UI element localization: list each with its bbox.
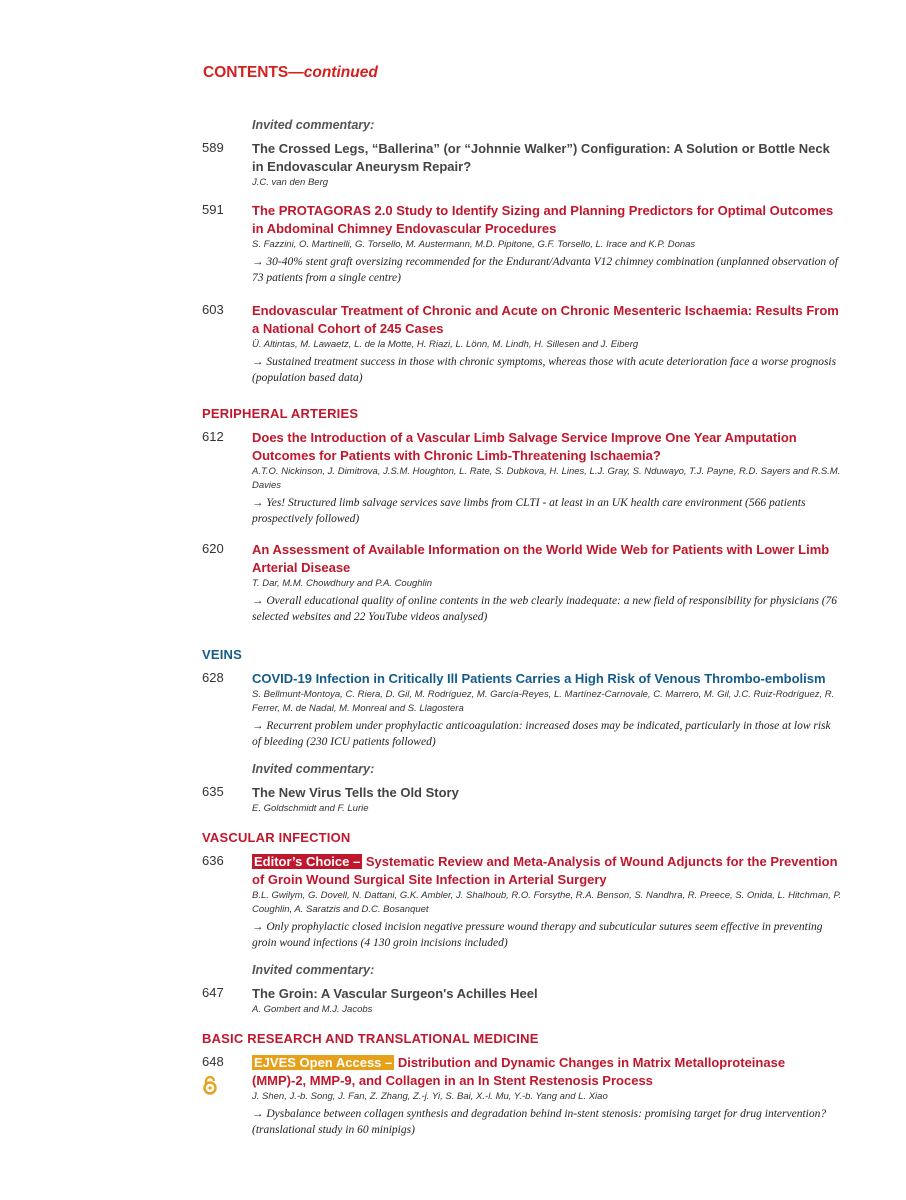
entry-title[interactable]: Endovascular Treatment of Chronic and Acute on Chronic Mesenteric Ischaemia: Results From a National Cohort of 245 Cases [252,303,839,336]
toc-entry-603[interactable] [202,302,842,386]
toc-entry-589[interactable] [202,140,842,190]
page-number: 620 [202,541,224,556]
page-number: 591 [202,202,224,217]
editors-choice-badge: Editor’s Choice – [254,854,361,869]
entry-summary: → 30-40% stent graft oversizing recommended for the Endurant/Advanta V12 chimney combination (unplanned observation of 73 patients from a single centre) [252,256,838,284]
page-number: 612 [202,429,224,444]
entry-title[interactable] [252,853,842,889]
entry-authors: J.C. van den Berg [252,177,329,188]
invited-commentary-label: Invited commentary: [252,963,375,977]
open-access-badge: EJVES Open Access – [254,1055,393,1070]
toc-entry-635[interactable] [202,784,842,816]
entry-authors: B.L. Gwilym, G. Dovell, N. Dattani, G.K. Ambler, J. Shalhoub, R.O. Forsythe, R.A. Benson, S. Nandhra, R. Preece, S. Onida, L. Hitchman, P. Coughlin, A. Saratzis and D.C. Bosanquet [252,890,842,915]
entry-title[interactable]: An Assessment of Available Information on the World Wide Web for Patients with Lower Limb Arterial Disease [252,542,830,575]
section-veins: VEINS [202,647,243,662]
entry-authors: A. Gombert and M.J. Jacobs [252,1004,373,1015]
toc-entry-612[interactable] [202,429,842,527]
invited-commentary-label: Invited commentary: [252,118,375,132]
entry-authors: Ü. Altintas, M. Lawaetz, L. de la Motte, H. Riazi, L. Lönn, M. Lindh, H. Sillesen and J. Eiberg [252,339,639,350]
toc-entry-636[interactable] [202,853,842,951]
toc-entry-628[interactable] [202,670,842,750]
entry-title[interactable]: The New Virus Tells the Old Story [252,785,459,800]
entry-summary: → Dysbalance between collagen synthesis and degradation behind in-stent stenosis: promising target for drug intervention? (translational study in 60 minipigs) [252,1108,827,1136]
entry-title[interactable]: Does the Introduction of a Vascular Limb Salvage Service Improve One Year Amputation Outcomes for Patients with Chronic Limb-Threatening Ischaemia? [252,430,797,463]
entry-summary: → Yes! Structured limb salvage services save limbs from CLTI - at least in an UK health care environment (566 patients prospectively followed) [252,497,806,525]
entry-summary: → Only prophylactic closed incision negative pressure wound therapy and subcuticular sutures seem effective in preventing groin wound infections (4 130 groin incisions included) [252,921,823,949]
entry-authors: S. Bellmunt-Montoya, C. Riera, D. Gil, M. Rodríguez, M. García-Reyes, L. Martínez-Carnovale, C. Marrero, M. Gil, J.C. Ruiz-Rodríguez, R. Ferrer, M. de Nadal, M. Monreal and S. Llagostera [252,689,835,714]
continued-label: continued [303,64,378,81]
entry-authors: S. Fazzini, O. Martinelli, G. Torsello, M. Austermann, M.D. Pipitone, G.F. Torsello, L. Irace and K.P. Donas [252,239,696,250]
entry-title[interactable]: COVID-19 Infection in Critically Ill Patients Carries a High Risk of Venous Thrombo-embolism [252,671,826,686]
page-number: 603 [202,302,224,317]
page-number: 628 [202,670,224,685]
entry-title[interactable]: The Crossed Legs, “Ballerina” (or “Johnnie Walker”) Configuration: A Solution or Bottle Neck in Endovascular Aneurysm Repair? [252,141,830,174]
entry-summary: → Sustained treatment success in those with chronic symptoms, whereas those with acute deterioration face a worse prognosis (population based data) [252,356,837,384]
entry-authors: T. Dar, M.M. Chowdhury and P.A. Coughlin [252,578,433,589]
entry-summary: → Recurrent problem under prophylactic anticoagulation: increased doses may be indicated, particularly in those at low risk of bleeding (230 ICU patients followed) [252,720,831,748]
open-access-icon [202,1075,218,1095]
section-peripheral-arteries: PERIPHERAL ARTERIES [202,406,359,421]
entry-title[interactable] [252,1054,842,1090]
entry-title-text: Systematic Review and Meta-Analysis of Wound Adjuncts for the Prevention of Groin Wound Surgical Site Infection in Arterial Surgery [252,854,838,887]
page-number: 635 [202,784,224,799]
toc-entry-591[interactable] [202,202,842,286]
entry-authors: A.T.O. Nickinson, J. Dimitrova, J.S.M. Houghton, L. Rate, S. Dubkova, H. Lines, L.J. Gray, S. Nduwayo, T.J. Payne, R.D. Sayers and R.S.M. Davies [252,466,841,491]
contents-label: CONTENTS— [203,64,304,81]
toc-entry-648[interactable] [202,1054,842,1138]
page-number: 648 [202,1054,224,1069]
entry-title[interactable]: The Groin: A Vascular Surgeon's Achilles Heel [252,986,538,1001]
page-number: 636 [202,853,224,868]
toc-entry-647[interactable] [202,985,842,1017]
page-number: 589 [202,140,224,155]
page-title [203,64,378,82]
entry-authors: E. Goldschmidt and F. Lurie [252,803,369,814]
contents-list [202,118,842,1138]
entry-authors: J. Shen, J.-b. Song, J. Fan, Z. Zhang, Z.-j. Yi, S. Bai, X.-l. Mu, Y.-b. Yang and L. Xiao [252,1091,608,1102]
section-vascular-infection: VASCULAR INFECTION [202,830,351,845]
entry-title-text: Distribution and Dynamic Changes in Matrix Metalloproteinase (MMP)-2, MMP-9, and Collagen in an In Stent Restenosis Process [252,1055,786,1088]
section-basic-research: BASIC RESEARCH AND TRANSLATIONAL MEDICINE [202,1031,539,1046]
entry-summary: → Overall educational quality of online contents in the web clearly inadequate: a new field of responsibility for physicians (76 selected websites and 22 YouTube videos analysed) [252,595,838,623]
entry-title[interactable]: The PROTAGORAS 2.0 Study to Identify Sizing and Planning Predictors for Optimal Outcomes in Abdominal Chimney Endovascular Procedures [252,203,834,236]
page-number: 647 [202,985,224,1000]
invited-commentary-label: Invited commentary: [252,762,375,776]
toc-entry-620[interactable] [202,541,842,625]
